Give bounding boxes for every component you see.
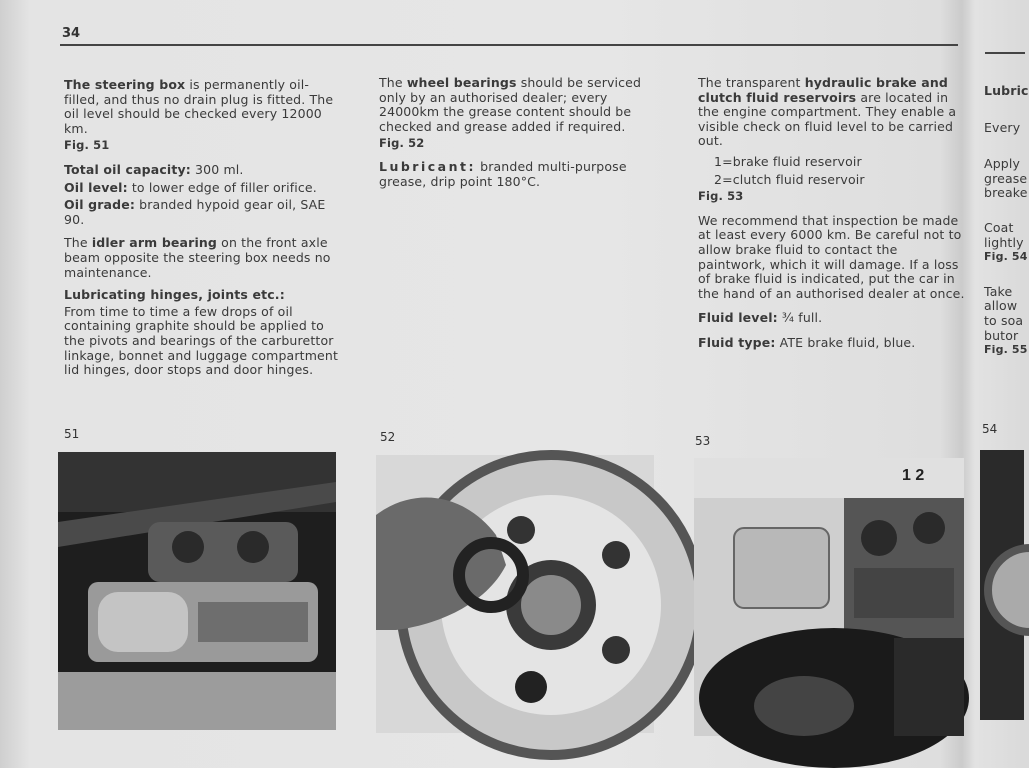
hinges-heading: Lubricating hinges, joints etc.: bbox=[64, 287, 285, 303]
col4-line-apply: Apply bbox=[984, 156, 1021, 172]
photo-51-label: 51 bbox=[64, 427, 80, 441]
fluid-level-value: ¾ full. bbox=[777, 310, 823, 326]
oil-level bbox=[64, 181, 338, 196]
photo-54-label: 54 bbox=[982, 422, 998, 436]
col4-line-allow: allow bbox=[984, 298, 1018, 314]
photo-53-engine-compartment bbox=[694, 458, 964, 736]
header-rule bbox=[60, 44, 958, 46]
col4-fig-55: Fig. 55 bbox=[984, 343, 1028, 357]
lubricant-value: branded multi-purpose grease, drip point 180°C. bbox=[379, 158, 627, 189]
fig-53-ref: Fig. 53 bbox=[698, 189, 744, 204]
oil-capacity-value: 300 ml. bbox=[190, 161, 244, 177]
col4-line-lightly: lightly bbox=[984, 234, 1024, 250]
idler-arm-pre: The bbox=[64, 235, 92, 251]
wheel-bearings-text: should be serviced only by an authorised dealer; every 24000km the grease content should be checked and grease added if required. bbox=[379, 75, 642, 134]
page-number: 34 bbox=[62, 26, 81, 41]
col4-heading: Lubric bbox=[984, 83, 1029, 98]
col4-fig-54: Fig. 54 bbox=[984, 250, 1028, 264]
col4-line-breake: breake bbox=[984, 185, 1028, 201]
legend-item-1: 1=brake fluid reservoir bbox=[714, 153, 862, 169]
column-1 bbox=[64, 78, 338, 386]
fluid-type-label: Fluid type: bbox=[698, 334, 776, 350]
legend-item-2: 2=clutch fluid reservoir bbox=[714, 171, 865, 187]
col4-line-take: Take bbox=[984, 283, 1013, 299]
steering-box-text: is permanently oil-filled, and thus no drain plug is fitted. The oil level should be checked every 12000 km. bbox=[64, 77, 334, 136]
oil-level-label: Oil level: bbox=[64, 179, 128, 195]
fig-51-ref: Fig. 51 bbox=[64, 138, 110, 153]
inspection-paragraph: We recommend that inspection be made at least every 6000 km. Be careful not to allow brake fluid to contact the paintwork, which it will damage. If a loss of brake fluid is indicated, put the car in the hand of an authorised dealer at once. bbox=[698, 212, 965, 301]
column-4-partial bbox=[984, 83, 1029, 358]
photo-51-steering-box bbox=[58, 452, 336, 730]
col4-line-to-soa: to soa bbox=[984, 312, 1024, 328]
photo-52-wheel-hub bbox=[376, 455, 654, 733]
steering-box-term: The steering box bbox=[64, 77, 186, 92]
photo-52-label: 52 bbox=[380, 430, 396, 444]
oil-grade-value: branded hypoid gear oil, SAE 90. bbox=[64, 197, 326, 227]
fig-52-ref: Fig. 52 bbox=[379, 136, 425, 151]
idler-arm-term: idler arm bearing bbox=[91, 235, 218, 251]
col4-line-coat: Coat bbox=[984, 219, 1014, 235]
hinges-text: From time to time a few drops of oil containing graphite should be applied to the pivots and bearings of the carburettor linkage, bonnet and luggage compartment lid hinges, door stops and door hinges. bbox=[64, 303, 338, 378]
wheel-bearings-term: wheel bearings bbox=[406, 75, 517, 90]
lubricant-label: Lubricant: bbox=[379, 158, 476, 174]
reservoirs-pre: The transparent bbox=[698, 75, 805, 90]
reservoirs-text: are located in the engine compartment. They enable a visible check on fluid level to be carried out. bbox=[698, 89, 957, 149]
photo-53-label: 53 bbox=[695, 434, 711, 448]
reservoirs-term: hydraulic brake and clutch fluid reservoirs bbox=[698, 75, 949, 105]
photo-53-marks: 1 2 bbox=[902, 467, 925, 484]
oil-capacity bbox=[64, 163, 338, 178]
lubricant bbox=[379, 160, 655, 189]
fluid-level bbox=[698, 311, 966, 326]
header-rule-right bbox=[985, 52, 1025, 54]
column-2 bbox=[379, 76, 655, 197]
oil-grade-label: Oil grade: bbox=[64, 197, 136, 213]
column-3 bbox=[698, 76, 966, 359]
oil-level-value: to lower edge of filler orifice. bbox=[127, 179, 317, 195]
oil-capacity-label: Total oil capacity: bbox=[64, 161, 191, 177]
wheel-bearings-paragraph bbox=[379, 76, 655, 134]
oil-grade bbox=[64, 198, 338, 227]
steering-box-paragraph bbox=[64, 78, 338, 136]
idler-arm-paragraph bbox=[64, 236, 338, 280]
fluid-type-value: ATE brake fluid, blue. bbox=[775, 334, 916, 350]
col4-line-grease: grease bbox=[984, 170, 1028, 186]
col4-line-butor: butor bbox=[984, 327, 1019, 343]
fluid-level-label: Fluid level: bbox=[698, 310, 778, 326]
col4-line-every: Every bbox=[984, 119, 1021, 135]
fluid-type bbox=[698, 336, 966, 351]
wheel-bearings-pre: The bbox=[379, 75, 407, 90]
idler-arm-text: on the front axle beam opposite the steering box needs no maintenance. bbox=[64, 235, 331, 280]
reservoirs-paragraph bbox=[698, 76, 966, 149]
photo-54-partial bbox=[980, 450, 1024, 720]
